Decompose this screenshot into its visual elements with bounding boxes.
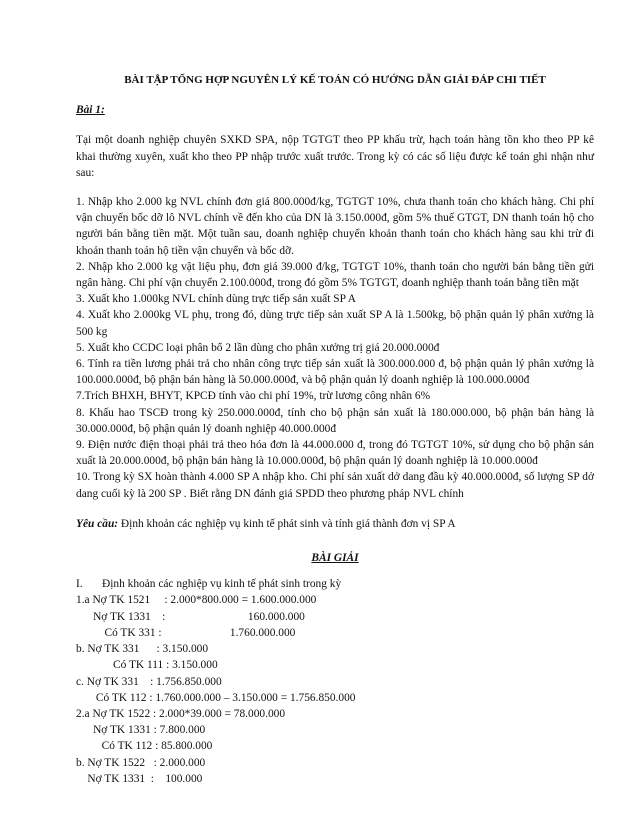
journal-line: c. Nợ TK 331 : 1.756.850.000 — [76, 675, 222, 688]
requirement-text: Định khoản các nghiệp vụ kinh tế phát sinh và tính giá thành đơn vị SP A — [118, 517, 456, 530]
list-item: 10. Trong kỳ SX hoàn thành 4.000 SP A nhập kho. Chi phí sản xuất dở dang đầu kỳ 40.000.000đ, số lượng SP dở dang cuối kỳ là 200 SP . Biết rằng DN đánh giá SPDD theo phương pháp NVL chính — [76, 471, 594, 500]
list-item: 7.Trích BHXH, BHYT, KPCĐ tính vào chi phí 19%, trừ lương công nhân 6% — [76, 390, 431, 403]
list-item: 2. Nhập kho 2.000 kg vật liệu phụ, đơn giá 39.000 đ/kg, TGTGT 10%, thanh toán cho người bán bằng tiền gửi ngân hàng. Chi phí vận chuyển 2.100.000đ, trong đó gồm 5% TGTGT, doanh nghiệp thanh toán bằng tiền mặt — [76, 260, 594, 290]
journal-line: Có TK 331 : 1.760.000.000 — [76, 626, 296, 639]
list-item: 8. Khấu hao TSCĐ trong kỳ 250.000.000đ, tính cho bộ phận sản xuất là 180.000.000, bộ phận bán hàng là 30.000.000đ, bộ phận quản lý doanh nghiệp 40.000.000đ — [76, 406, 594, 435]
section-number: I. — [76, 578, 83, 591]
requirement — [76, 516, 594, 532]
journal-line: Nợ TK 1331 : 7.800.000 — [76, 724, 206, 737]
journal-line: Nợ TK 1331 : 160.000.000 — [76, 610, 305, 623]
solution-title: BÀI GIẢI — [311, 552, 359, 565]
list-item: 1. Nhập kho 2.000 kg NVL chính đơn giá 800.000đ/kg, TGTGT 10%, chưa thanh toán cho khách hàng. Chi phí vận chuyển bốc dỡ lô NVL chính về đến kho của DN là 3.150.000đ, gồm 5% thuế GTGT, DN thanh toán hộ cho người bán bằng tiền mặt. Một tuần sau, doanh nghiệp chuyển khoản thanh toán cho khách hàng sau khi trừ đi khoản thanh toán hộ tiền vận chuyển và bốc dỡ. — [76, 196, 594, 257]
journal-line: 2.a Nợ TK 1522 : 2.000*39.000 = 78.000.000 — [76, 707, 286, 720]
journal-line: b. Nợ TK 331 : 3.150.000 — [76, 643, 209, 656]
transaction-list — [76, 194, 594, 502]
journal-line: Nợ TK 1331 : 100.000 — [76, 772, 203, 785]
intro-paragraph: Tại một doanh nghiệp chuyên SXKD SPA, nộp TGTGT theo PP khấu trừ, hạch toán hàng tồn kho theo PP kê khai thường xuyên, xuất kho theo PP nhập trước xuất trước. Trong kỳ có các số liệu được kế toán ghi nhận như sau: — [76, 134, 594, 179]
section-heading — [76, 576, 594, 592]
list-item: 6. Tính ra tiền lương phải trả cho nhân công trực tiếp sản xuất là 300.000.000 đ, bộ phận quản lý phân xưởng là 100.000.000đ, bộ phận bán hàng là 50.000.000đ, và bộ phận quản lý doanh nghiệp là 100.000.000đ — [76, 358, 594, 387]
exercise-label: Bài 1: — [76, 104, 105, 117]
section-text: Định khoản các nghiệp vụ kinh tế phát sinh trong kỳ — [102, 578, 342, 591]
journal-entries — [76, 592, 594, 786]
list-item: 9. Điện nước điện thoại phải trả theo hóa đơn là 44.000.000 đ, trong đó TGTGT 10%, sử dụng cho bộ phận sản xuất là 20.000.000đ, bộ phận bán hàng là 10.000.000đ, bộ phận quản lý doanh nghiệp là 10.000.000đ — [76, 439, 594, 468]
list-item: 3. Xuất kho 1.000kg NVL chính dùng trực tiếp sản xuất SP A — [76, 293, 356, 306]
journal-line: Có TK 112 : 1.760.000.000 – 3.150.000 = 1.756.850.000 — [76, 691, 356, 704]
journal-line: 1.a Nợ TK 1521 : 2.000*800.000 = 1.600.000.000 — [76, 594, 317, 607]
journal-line: Có TK 111 : 3.150.000 — [76, 659, 218, 672]
list-item: 4. Xuất kho 2.000kg VL phụ, trong đó, dùng trực tiếp sản xuất SP A là 1.500kg, bộ phận quản lý phân xưởng là 500 kg — [76, 309, 594, 338]
document-title: BÀI TẬP TỔNG HỢP NGUYÊN LÝ KẾ TOÁN CÓ HƯỚNG DẪN GIẢI ĐÁP CHI TIẾT — [124, 74, 546, 86]
journal-line: Có TK 112 : 85.800.000 — [76, 740, 213, 753]
journal-line: b. Nợ TK 1522 : 2.000.000 — [76, 756, 206, 769]
requirement-label: Yêu cầu: — [76, 517, 119, 530]
list-item: 5. Xuất kho CCDC loại phân bổ 2 lần dùng cho phân xưởng trị giá 20.000.000đ — [76, 341, 440, 354]
